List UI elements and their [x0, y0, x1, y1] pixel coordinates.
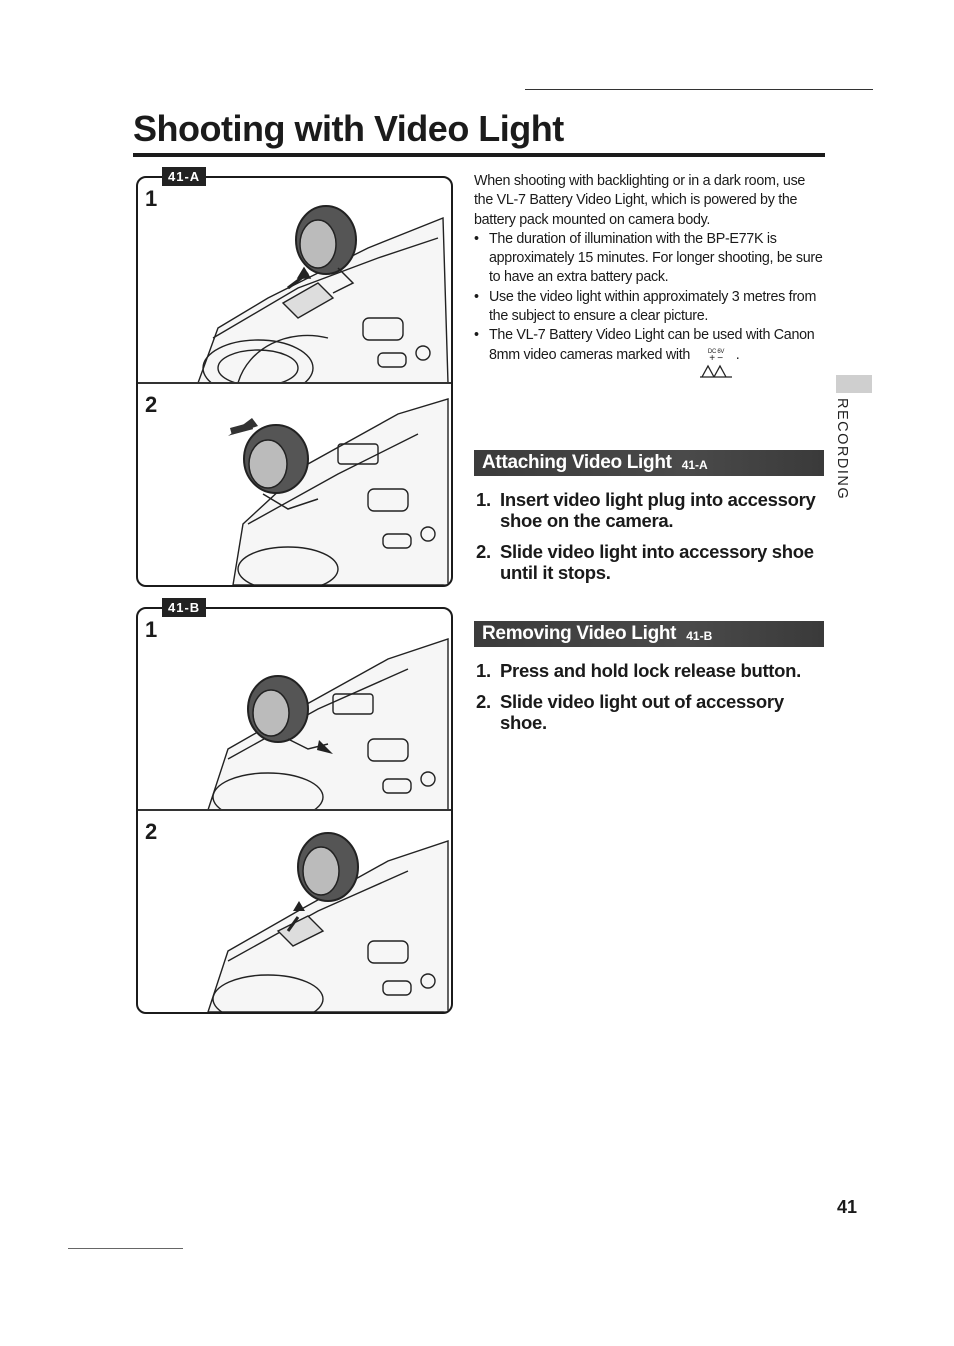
panel-number: 1 — [145, 617, 158, 642]
panel-number: 2 — [145, 819, 158, 844]
top-rule — [525, 89, 873, 90]
camera-light-illustration — [138, 811, 451, 1012]
note-item: • The VL-7 Battery Video Light can be used with Canon 8mm video cameras marked with DC 6V + − . — [474, 326, 824, 379]
figure-label: 41-A — [162, 167, 206, 186]
step-item: 1. Insert video light plug into accessory shoe on the camera. — [476, 489, 816, 531]
side-tab-marker — [836, 375, 872, 393]
section-ref: 41-A — [681, 458, 708, 472]
attaching-steps — [476, 489, 816, 593]
intro-paragraph: When shooting with backlighting or in a dark room, use the VL-7 Battery Video Light, which is powered by the battery pack mounted on camera body. — [474, 173, 806, 228]
panel-number: 2 — [145, 392, 158, 417]
notes-list — [474, 230, 824, 380]
lift-arrow-icon — [293, 901, 305, 911]
side-tab-label: RECORDING — [834, 398, 850, 501]
section-title: Attaching Video Light — [482, 452, 672, 473]
camera-light-illustration — [138, 178, 451, 383]
figure-label: 41-B — [162, 598, 206, 617]
svg-text:+ −: + − — [708, 352, 723, 364]
section-ref: 41-B — [686, 629, 713, 643]
removing-header — [474, 621, 824, 647]
section-title: Removing Video Light — [482, 623, 677, 644]
footer-rule — [68, 1248, 183, 1249]
removing-steps — [476, 660, 816, 743]
step-item: 1. Press and hold lock release button. — [476, 660, 802, 681]
mark-label: DC 6V — [707, 348, 724, 355]
figure-41-a-panel-2 — [138, 384, 451, 585]
step-item: 2. Slide video light out of accessory shoe. — [476, 691, 784, 733]
page-title: Shooting with Video Light — [133, 108, 564, 149]
dc-8mm-mark-icon — [696, 346, 736, 380]
mark-period: . — [735, 346, 740, 363]
note-item: • Use the video light within approximately 3 metres from the subject to ensure a clear picture. — [474, 288, 824, 327]
camera-light-illustration — [138, 384, 451, 585]
intro-block — [474, 172, 824, 380]
page-number: 41 — [837, 1197, 858, 1217]
figure-41-b-panel-2 — [138, 811, 451, 1012]
attaching-header — [474, 450, 824, 476]
camera-light-illustration — [138, 609, 451, 810]
note-item: • The duration of illumination with the BP-E77K is approximately 15 minutes. For longer shooting, be sure to have an extra battery pack. — [474, 230, 824, 288]
step-item: 2. Slide video light into accessory shoe until it stops. — [476, 541, 814, 583]
figure-41-a-panel-1 — [138, 178, 451, 383]
panel-number: 1 — [145, 186, 158, 211]
figure-41-a — [136, 176, 453, 587]
figure-41-b-panel-1 — [138, 609, 451, 810]
figure-41-b — [136, 607, 453, 1014]
title-underline — [133, 153, 825, 157]
